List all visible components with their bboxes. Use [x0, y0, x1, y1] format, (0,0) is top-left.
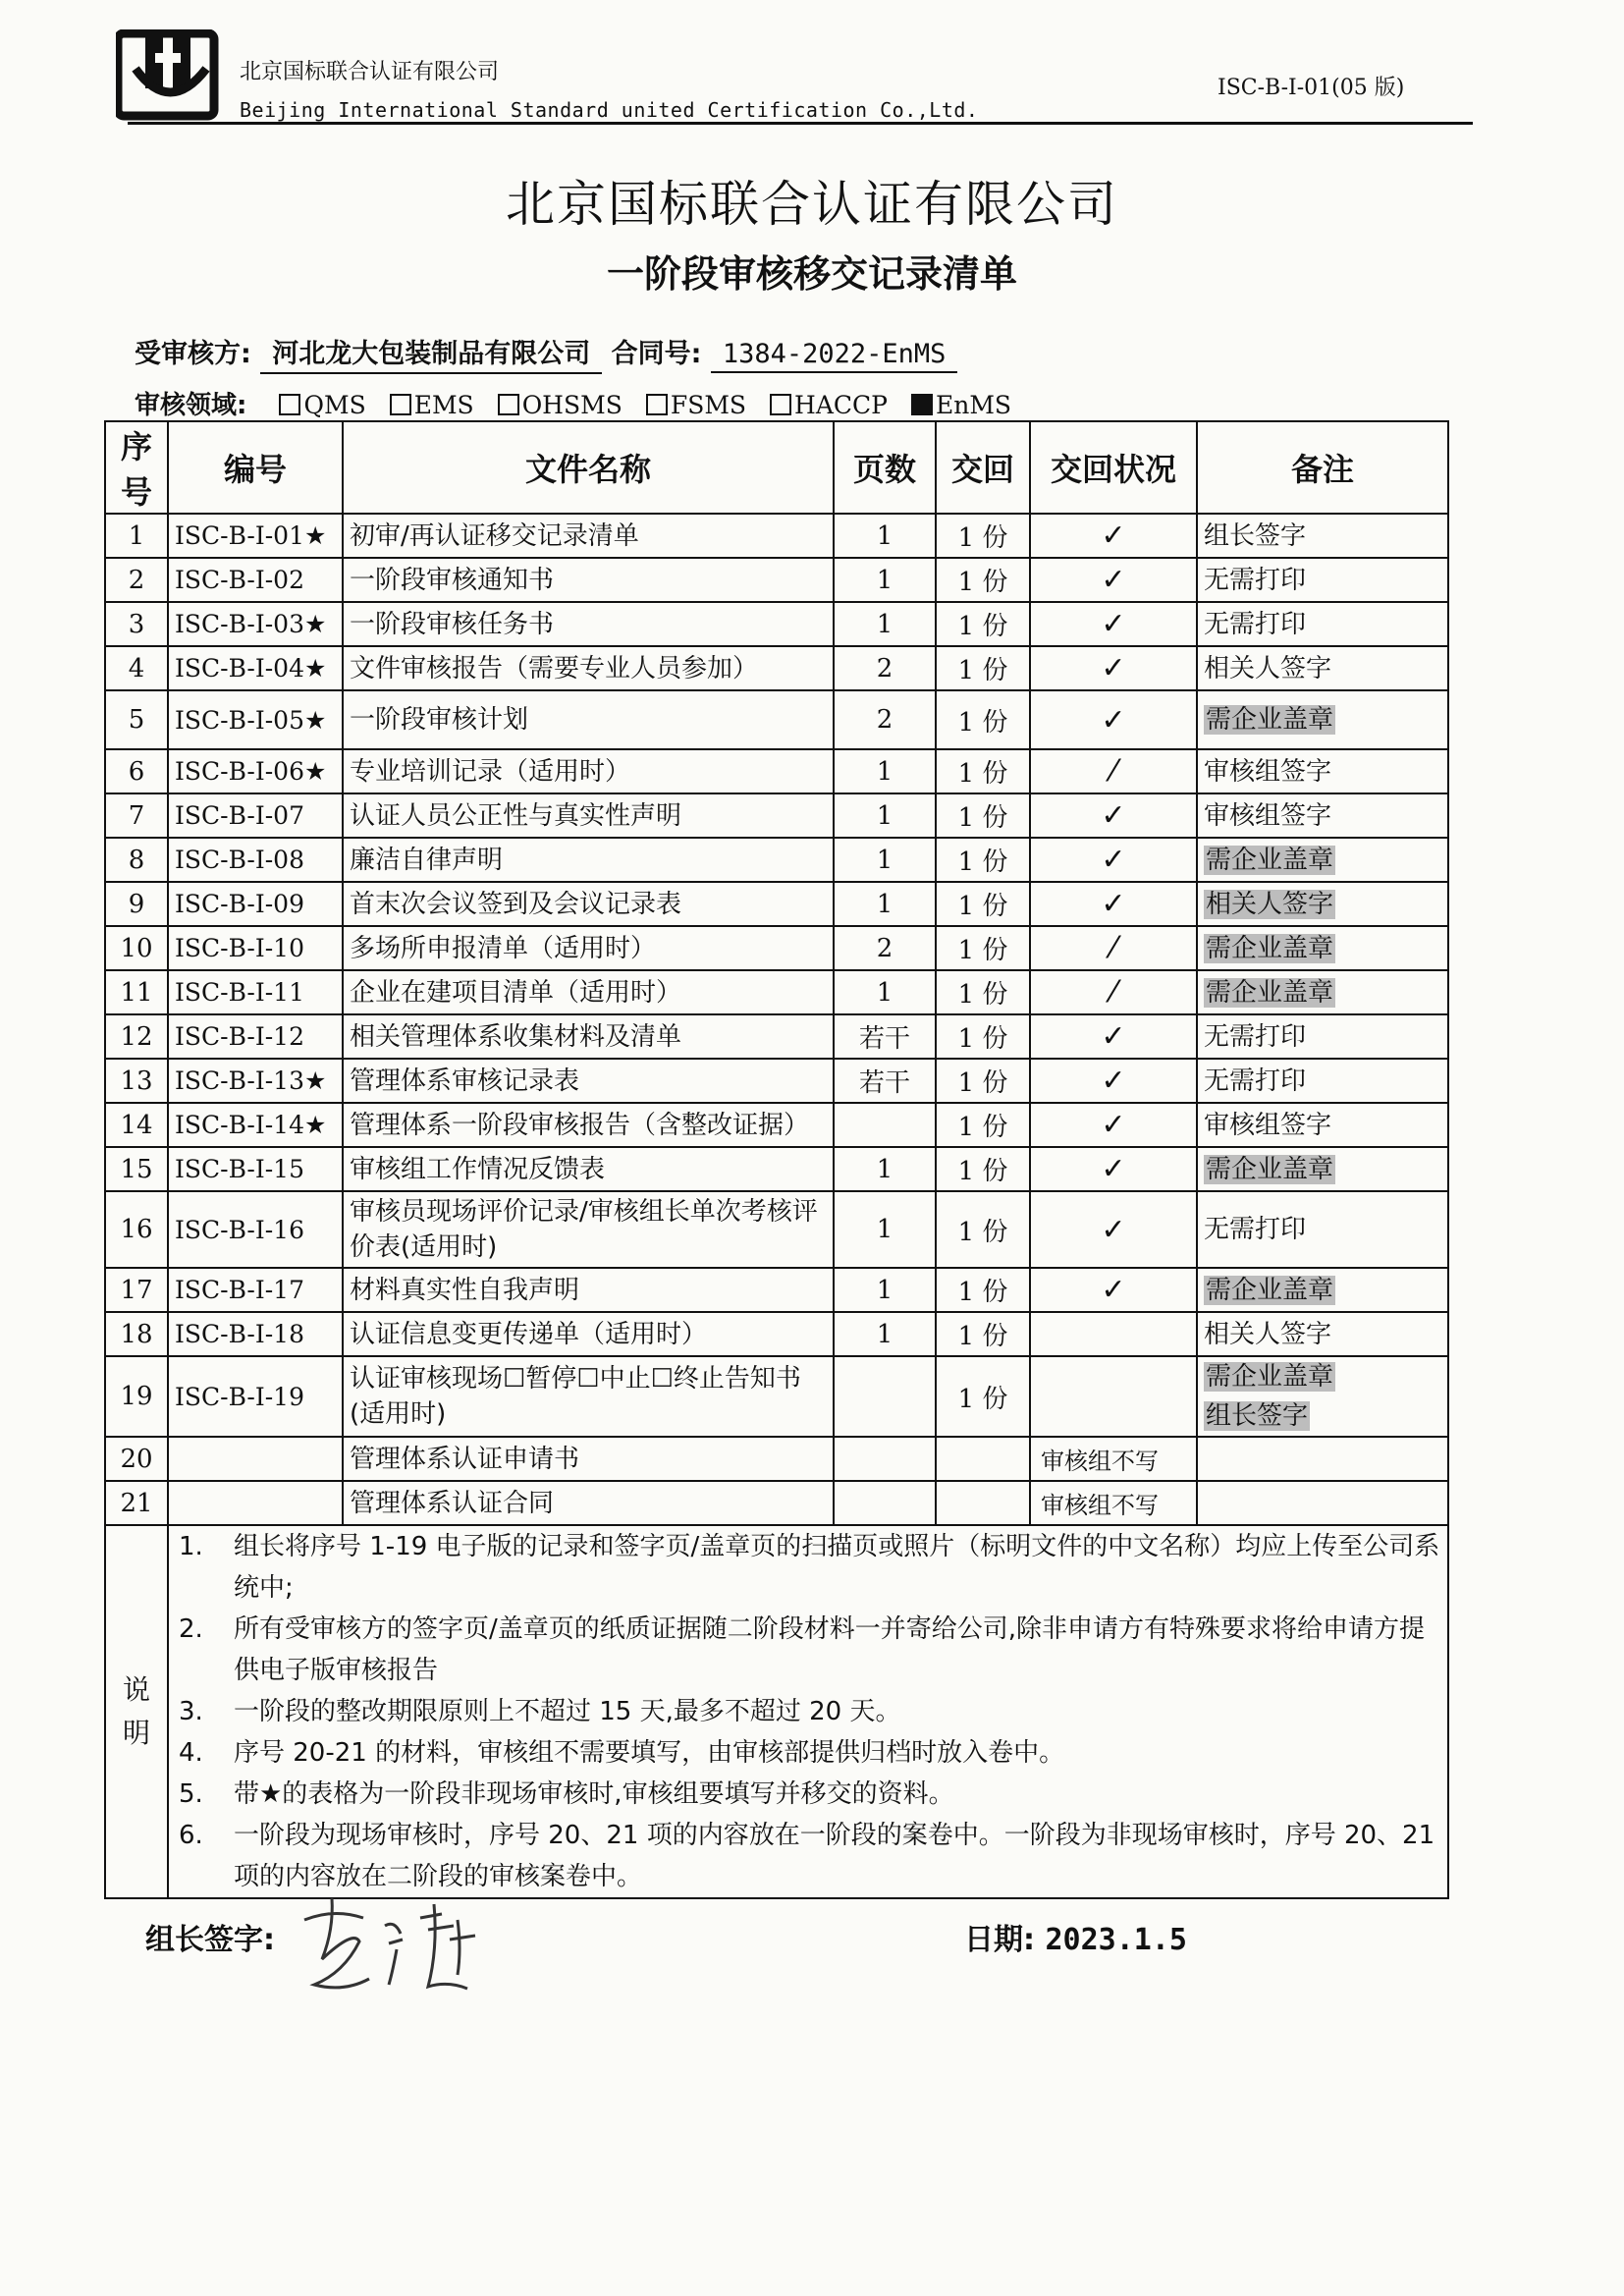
table-row	[105, 1356, 1448, 1437]
note-item	[175, 1609, 1441, 1691]
remark-value: 需企业盖章	[1206, 933, 1334, 963]
page-title: 北京国标联合认证有限公司	[506, 176, 1118, 233]
cell-code: ISC-B-I-19	[168, 1356, 343, 1437]
cell-pages: 1	[834, 1191, 936, 1268]
cell-status	[1030, 1059, 1197, 1103]
cell-name: 文件审核报告（需要专业人员参加）	[343, 646, 834, 690]
remark-value: 审核组签字	[1204, 1110, 1332, 1140]
cell-no: 13	[105, 1059, 168, 1103]
remark-text	[1204, 1357, 1441, 1396]
cell-returned: 1 份	[936, 1014, 1030, 1059]
company-name-en: Beijing International Standard united Certification Co.,Ltd.	[240, 98, 979, 122]
cell-code: ISC-B-I-07	[168, 793, 343, 838]
note-item	[175, 1526, 1441, 1609]
cell-returned: 1 份	[936, 1356, 1030, 1437]
cell-name: 认证审核现场☐暂停☐中止☐终止告知书(适用时)	[343, 1356, 834, 1437]
domain-option-label: EnMS	[935, 391, 1012, 419]
cell-remark	[1197, 970, 1448, 1014]
checkmark-icon: ✓	[1101, 1064, 1126, 1098]
cell-name: 一阶段审核计划	[343, 690, 834, 749]
cell-returned: 1 份	[936, 514, 1030, 558]
remark-text	[1204, 1017, 1441, 1057]
note-number: 2.	[179, 1614, 203, 1644]
remark-value: 需企业盖章	[1206, 1154, 1334, 1184]
cell-remark	[1197, 1103, 1448, 1147]
cell-returned: 1 份	[936, 793, 1030, 838]
cell-returned: 1 份	[936, 558, 1030, 602]
cell-code	[168, 1481, 343, 1525]
cell-pages: 若干	[834, 1059, 936, 1103]
cell-code: ISC-B-I-09	[168, 882, 343, 926]
note-text: 带★的表格为一阶段非现场审核时,审核组要填写并移交的资料。	[234, 1779, 954, 1809]
remark-text	[1204, 885, 1441, 924]
cell-remark	[1197, 602, 1448, 646]
note-number: 5.	[179, 1779, 203, 1809]
cell-remark	[1197, 646, 1448, 690]
table-row	[105, 1191, 1448, 1268]
contract-label: 合同号:	[611, 339, 702, 369]
table-row	[105, 558, 1448, 602]
remark-text	[1204, 929, 1441, 968]
cell-no: 3	[105, 602, 168, 646]
cell-status	[1030, 514, 1197, 558]
note-text: 一阶段为现场审核时，序号 20、21 项的内容放在一阶段的案卷中。一阶段为非现场审核时，序号 20、21 项的内容放在二阶段的审核案卷中。	[234, 1821, 1435, 1891]
remark-text	[1204, 561, 1441, 600]
remark-text	[1204, 700, 1441, 739]
checkbox-icon[interactable]	[911, 394, 933, 415]
note-item	[175, 1732, 1441, 1774]
domain-option-label: EMS	[413, 391, 474, 419]
cell-no: 12	[105, 1014, 168, 1059]
table-row	[105, 793, 1448, 838]
domain-option-label: OHSMS	[521, 391, 623, 419]
header-pages: 页数	[834, 421, 936, 514]
cell-name: 一阶段审核通知书	[343, 558, 834, 602]
cell-pages: 1	[834, 749, 936, 793]
cell-returned: 1 份	[936, 1312, 1030, 1356]
remark-text	[1204, 1106, 1441, 1145]
cell-returned: 1 份	[936, 646, 1030, 690]
table-row	[105, 514, 1448, 558]
cell-returned	[936, 1481, 1030, 1525]
table-row	[105, 1059, 1448, 1103]
status-text: ⁄	[1110, 931, 1116, 965]
cell-remark	[1197, 1312, 1448, 1356]
remark-text	[1204, 517, 1441, 556]
cell-no: 19	[105, 1356, 168, 1437]
cell-no: 7	[105, 793, 168, 838]
header-name: 文件名称	[343, 421, 834, 514]
remark-value: 审核组签字	[1204, 756, 1332, 787]
cell-status	[1030, 558, 1197, 602]
cell-returned: 1 份	[936, 602, 1030, 646]
checkbox-icon[interactable]	[279, 394, 300, 415]
note-number: 1.	[179, 1532, 203, 1561]
note-text: 组长将序号 1-19 电子版的记录和签字页/盖章页的扫描页或照片（标明文件的中文名称）均应上传至公司系统中;	[234, 1532, 1440, 1603]
cell-remark	[1197, 926, 1448, 970]
table-row	[105, 970, 1448, 1014]
table-row	[105, 1312, 1448, 1356]
cell-status	[1030, 1437, 1197, 1481]
date-line	[964, 1915, 1187, 1958]
cell-pages: 1	[834, 1312, 936, 1356]
cell-no: 1	[105, 514, 168, 558]
cell-status	[1030, 1191, 1197, 1268]
cell-pages: 2	[834, 926, 936, 970]
cell-no: 16	[105, 1191, 168, 1268]
cell-code: ISC-B-I-16	[168, 1191, 343, 1268]
cell-code: ISC-B-I-14★	[168, 1103, 343, 1147]
checkmark-icon: ✓	[1101, 1273, 1126, 1307]
checkmark-icon: ✓	[1101, 702, 1126, 738]
checkmark-icon: ✓	[1101, 1212, 1126, 1247]
cell-pages: 1	[834, 1147, 936, 1191]
cell-code: ISC-B-I-06★	[168, 749, 343, 793]
remark-value: 审核组签字	[1204, 800, 1332, 831]
remark-text	[1204, 605, 1441, 644]
checkmark-icon: ✓	[1101, 1152, 1126, 1186]
cell-status	[1030, 1481, 1197, 1525]
cell-remark	[1197, 558, 1448, 602]
checkmark-icon: ✓	[1101, 1019, 1126, 1054]
cell-name: 材料真实性自我声明	[343, 1268, 834, 1312]
auditee-value: 河北龙大包装制品有限公司	[260, 332, 602, 374]
cell-code: ISC-B-I-08	[168, 838, 343, 882]
cell-code: ISC-B-I-17	[168, 1268, 343, 1312]
contract-value: 1384-2022-EnMS	[711, 339, 958, 373]
cell-code: ISC-B-I-15	[168, 1147, 343, 1191]
cell-pages: 2	[834, 646, 936, 690]
auditee-line	[135, 332, 957, 374]
cell-code: ISC-B-I-04★	[168, 646, 343, 690]
checkbox-icon[interactable]	[646, 394, 668, 415]
note-number: 4.	[179, 1738, 203, 1768]
cell-remark	[1197, 1268, 1448, 1312]
cell-code: ISC-B-I-10	[168, 926, 343, 970]
cell-status	[1030, 793, 1197, 838]
header-divider	[128, 122, 1473, 125]
table-header-row	[105, 421, 1448, 514]
cell-name: 管理体系认证合同	[343, 1481, 834, 1525]
cell-no: 5	[105, 690, 168, 749]
cell-remark	[1197, 749, 1448, 793]
cell-status	[1030, 838, 1197, 882]
cell-status	[1030, 1356, 1197, 1437]
cell-pages: 若干	[834, 1014, 936, 1059]
cell-remark	[1197, 1356, 1448, 1437]
table-row	[105, 838, 1448, 882]
header-status: 交回状况	[1030, 421, 1197, 514]
remark-text	[1204, 649, 1441, 688]
document-code: ISC-B-I-01(05 版)	[1218, 76, 1405, 100]
cell-remark	[1197, 1191, 1448, 1268]
notes-cell	[168, 1525, 1448, 1898]
audit-domain-line	[135, 385, 1011, 421]
cell-pages	[834, 1103, 936, 1147]
remark-value: 需企业盖章	[1206, 845, 1334, 875]
cell-remark	[1197, 882, 1448, 926]
checkbox-icon[interactable]	[390, 394, 411, 415]
cell-returned: 1 份	[936, 690, 1030, 749]
cell-remark	[1197, 1147, 1448, 1191]
note-item	[175, 1815, 1441, 1897]
cell-pages: 1	[834, 970, 936, 1014]
cell-no: 11	[105, 970, 168, 1014]
cell-no: 21	[105, 1481, 168, 1525]
cell-name: 管理体系认证申请书	[343, 1437, 834, 1481]
cell-returned: 1 份	[936, 1059, 1030, 1103]
handover-table	[104, 420, 1449, 1899]
domain-option-fsms[interactable]	[646, 391, 746, 419]
page-subtitle: 一阶段审核移交记录清单	[606, 252, 1017, 296]
remark-value: 需企业盖章	[1206, 705, 1334, 735]
cell-remark	[1197, 1014, 1448, 1059]
cell-code: ISC-B-I-03★	[168, 602, 343, 646]
cell-returned: 1 份	[936, 970, 1030, 1014]
cell-code: ISC-B-I-02	[168, 558, 343, 602]
cell-remark	[1197, 793, 1448, 838]
cell-name: 廉洁自律声明	[343, 838, 834, 882]
cell-no: 8	[105, 838, 168, 882]
table-row	[105, 882, 1448, 926]
audit-domain-label: 审核领域:	[135, 391, 247, 420]
cell-remark	[1197, 1437, 1448, 1481]
note-number: 3.	[179, 1697, 203, 1726]
cell-pages: 2	[834, 690, 936, 749]
remark-text	[1204, 1315, 1441, 1354]
cell-code: ISC-B-I-12	[168, 1014, 343, 1059]
table-row	[105, 602, 1448, 646]
remark-value: 无需打印	[1204, 565, 1307, 595]
table-row	[105, 1147, 1448, 1191]
cell-pages	[834, 1437, 936, 1481]
remark-text	[1204, 841, 1441, 880]
table-row	[105, 926, 1448, 970]
domain-option-ohsms[interactable]	[498, 391, 623, 419]
table-row	[105, 749, 1448, 793]
cell-name: 专业培训记录（适用时）	[343, 749, 834, 793]
table-row	[105, 1103, 1448, 1147]
cell-no: 4	[105, 646, 168, 690]
cell-status	[1030, 1268, 1197, 1312]
cell-name: 首末次会议签到及会议记录表	[343, 882, 834, 926]
cell-remark	[1197, 1481, 1448, 1525]
cell-pages: 1	[834, 838, 936, 882]
cell-returned: 1 份	[936, 1103, 1030, 1147]
table-row	[105, 1437, 1448, 1481]
remark-value: 无需打印	[1204, 1215, 1307, 1244]
notes-label	[105, 1525, 168, 1898]
cell-remark	[1197, 1059, 1448, 1103]
table-row	[105, 1014, 1448, 1059]
domain-option-label: QMS	[303, 391, 366, 419]
cell-pages: 1	[834, 793, 936, 838]
notes-label-text: 说 明	[122, 1673, 150, 1749]
remark-value: 组长签字	[1206, 1401, 1309, 1431]
cell-returned: 1 份	[936, 749, 1030, 793]
cell-name: 多场所申报清单（适用时）	[343, 926, 834, 970]
handwritten-signature	[295, 1890, 511, 1998]
checkmark-icon: ✓	[1101, 887, 1126, 921]
note-text: 序号 20-21 的材料，审核组不需要填写，由审核部提供归档时放入卷中。	[234, 1738, 1065, 1768]
remark-text	[1204, 1150, 1441, 1189]
remark-value: 无需打印	[1204, 609, 1307, 639]
cell-no: 15	[105, 1147, 168, 1191]
cell-pages: 1	[834, 558, 936, 602]
cell-code: ISC-B-I-01★	[168, 514, 343, 558]
cell-name: 审核员现场评价记录/审核组长单次考核评价表(适用时)	[343, 1191, 834, 1268]
remark-value: 需企业盖章	[1206, 1362, 1334, 1392]
checkmark-icon: ✓	[1101, 519, 1126, 553]
cell-name: 管理体系一阶段审核报告（含整改证据）	[343, 1103, 834, 1147]
cell-status	[1030, 970, 1197, 1014]
domain-option-label: FSMS	[670, 391, 747, 419]
cell-no: 20	[105, 1437, 168, 1481]
cell-code: ISC-B-I-11	[168, 970, 343, 1014]
cell-name: 初审/再认证移交记录清单	[343, 514, 834, 558]
remark-value: 相关人签字	[1206, 889, 1334, 919]
header-no: 序号	[105, 421, 168, 514]
note-number: 6.	[179, 1821, 203, 1850]
cell-no: 2	[105, 558, 168, 602]
domain-option-qms[interactable]	[279, 391, 365, 419]
cell-status	[1030, 882, 1197, 926]
cell-name: 认证人员公正性与真实性声明	[343, 793, 834, 838]
checkmark-icon: ✓	[1101, 563, 1126, 597]
cell-pages: 1	[834, 514, 936, 558]
auditee-label: 受审核方:	[135, 339, 251, 369]
cell-pages	[834, 1481, 936, 1525]
cell-remark	[1197, 514, 1448, 558]
cell-status	[1030, 602, 1197, 646]
company-name-cn: 北京国标联合认证有限公司	[240, 60, 500, 84]
status-text: ⁄	[1110, 975, 1116, 1010]
cell-code: ISC-B-I-05★	[168, 690, 343, 749]
cell-no: 14	[105, 1103, 168, 1147]
checkmark-icon: ✓	[1101, 607, 1126, 641]
cell-pages: 1	[834, 882, 936, 926]
cell-no: 6	[105, 749, 168, 793]
cell-no: 10	[105, 926, 168, 970]
cell-remark	[1197, 690, 1448, 749]
status-text: 审核组不写	[1041, 1448, 1159, 1475]
cell-no: 9	[105, 882, 168, 926]
cell-name: 一阶段审核任务书	[343, 602, 834, 646]
cell-status	[1030, 1014, 1197, 1059]
table-row	[105, 1481, 1448, 1525]
cell-status	[1030, 646, 1197, 690]
checkmark-icon: ✓	[1101, 843, 1126, 877]
cell-returned	[936, 1437, 1030, 1481]
cell-returned: 1 份	[936, 838, 1030, 882]
table-row	[105, 690, 1448, 749]
checkbox-icon[interactable]	[770, 394, 791, 415]
domain-option-label: HACCP	[794, 391, 888, 419]
cell-pages: 1	[834, 602, 936, 646]
cell-returned: 1 份	[936, 882, 1030, 926]
status-text: ⁄	[1110, 754, 1116, 789]
checkmark-icon: ✓	[1101, 1108, 1126, 1142]
cell-name: 审核组工作情况反馈表	[343, 1147, 834, 1191]
date-value: 2023.1.5	[1045, 1923, 1187, 1957]
status-text: 审核组不写	[1041, 1492, 1159, 1519]
checkmark-icon: ✓	[1101, 651, 1126, 685]
remark-value: 需企业盖章	[1206, 1275, 1334, 1305]
remark-text	[1204, 1210, 1441, 1249]
remark-value: 组长签字	[1204, 520, 1307, 551]
cell-status	[1030, 690, 1197, 749]
cell-returned: 1 份	[936, 1191, 1030, 1268]
date-label: 日期:	[964, 1923, 1035, 1957]
cell-name: 相关管理体系收集材料及清单	[343, 1014, 834, 1059]
domain-option-ems[interactable]	[390, 391, 474, 419]
cell-returned: 1 份	[936, 1147, 1030, 1191]
remark-text	[1204, 752, 1441, 792]
cell-status	[1030, 926, 1197, 970]
note-item	[175, 1691, 1441, 1732]
cell-code: ISC-B-I-18	[168, 1312, 343, 1356]
note-text: 所有受审核方的签字页/盖章页的纸质证据随二阶段材料一并寄给公司,除非申请方有特殊要求将给申请方提供电子版审核报告	[234, 1614, 1426, 1685]
remark-value: 无需打印	[1204, 1021, 1307, 1052]
cell-status	[1030, 1312, 1197, 1356]
company-logo	[116, 29, 224, 124]
remark-value: 相关人签字	[1204, 1319, 1332, 1349]
cell-name: 企业在建项目清单（适用时）	[343, 970, 834, 1014]
header-returned: 交回	[936, 421, 1030, 514]
cell-code	[168, 1437, 343, 1481]
checkbox-icon[interactable]	[498, 394, 519, 415]
remark-text	[1204, 1271, 1441, 1310]
domain-option-haccp[interactable]	[770, 391, 888, 419]
remark-value: 需企业盖章	[1206, 977, 1334, 1008]
cell-pages: 1	[834, 1268, 936, 1312]
remark-text	[1204, 1062, 1441, 1101]
note-item	[175, 1774, 1441, 1815]
cell-name: 认证信息变更传递单（适用时）	[343, 1312, 834, 1356]
cell-name: 管理体系审核记录表	[343, 1059, 834, 1103]
domain-option-enms[interactable]	[911, 391, 1011, 419]
cell-pages	[834, 1356, 936, 1437]
cell-status	[1030, 749, 1197, 793]
leader-signature-label: 组长签字:	[145, 1923, 275, 1957]
cell-no: 18	[105, 1312, 168, 1356]
cell-returned: 1 份	[936, 1268, 1030, 1312]
header-remark: 备注	[1197, 421, 1448, 514]
remark-value: 相关人签字	[1204, 653, 1332, 683]
remark-value: 无需打印	[1204, 1066, 1307, 1096]
remark-text	[1204, 1396, 1441, 1436]
note-text: 一阶段的整改期限原则上不超过 15 天,最多不超过 20 天。	[234, 1697, 901, 1726]
table-row	[105, 1268, 1448, 1312]
remark-text	[1204, 796, 1441, 836]
cell-status	[1030, 1103, 1197, 1147]
cell-code: ISC-B-I-13★	[168, 1059, 343, 1103]
table-row	[105, 646, 1448, 690]
remark-text	[1204, 973, 1441, 1012]
header-code: 编号	[168, 421, 343, 514]
cell-no: 17	[105, 1268, 168, 1312]
notes-row	[105, 1525, 1448, 1898]
cell-remark	[1197, 838, 1448, 882]
cell-status	[1030, 1147, 1197, 1191]
cell-returned: 1 份	[936, 926, 1030, 970]
checkmark-icon: ✓	[1101, 798, 1126, 833]
